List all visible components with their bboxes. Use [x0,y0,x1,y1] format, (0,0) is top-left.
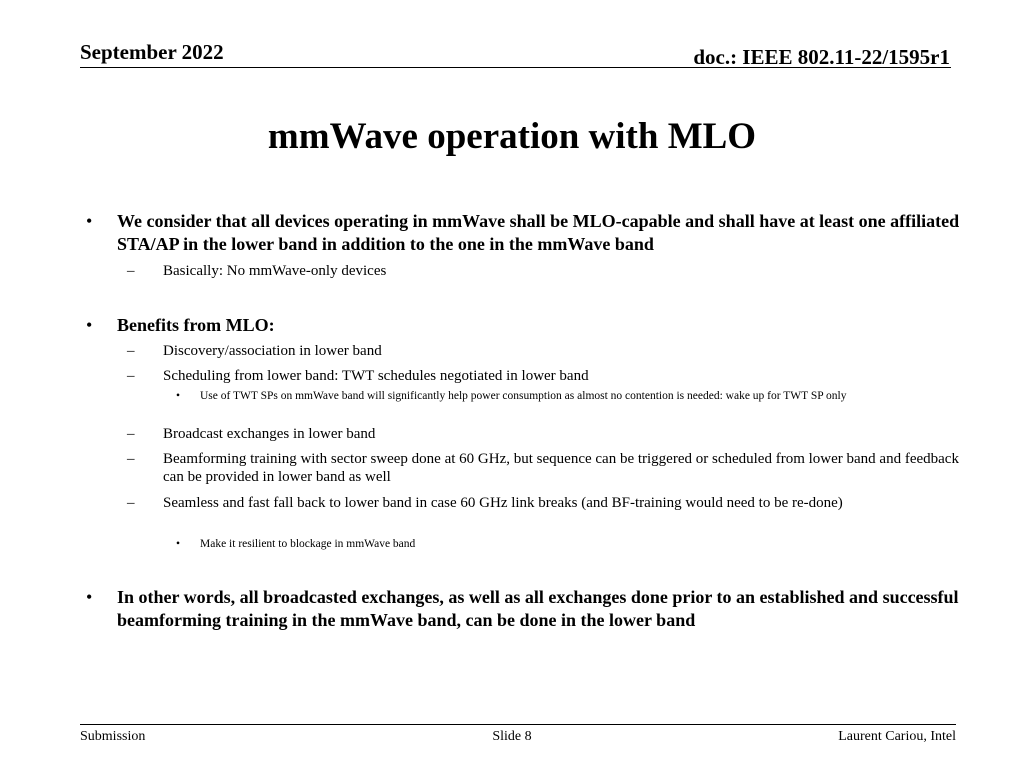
header-doc-id: doc.: IEEE 802.11-22/1595r1 [693,45,950,69]
bullet-marker: • [86,211,93,231]
footer-submission: Submission [80,729,146,744]
sub-bullet-text: Discovery/association in lower band [163,343,382,359]
dash-marker: – [127,343,135,359]
dash-marker: – [127,451,135,467]
bullet-marker: • [86,587,93,607]
header-divider [80,67,951,68]
footer-divider [80,724,956,725]
bullet-marker: • [86,315,93,335]
bullet-text: In other words, all broadcasted exchanges, as well as all exchanges done prior to an established and successful beamforming training in the mmWave band, can be done in the lower band [117,587,959,630]
dot-marker: • [176,390,181,402]
bullet-text: We consider that all devices operating in mmWave shall be MLO-capable and shall have at least one affiliated STA/AP in the lower band in addition to the one in the mmWave band [117,211,960,254]
sub-bullet-text: Scheduling from lower band: TWT schedules negotiated in lower band [163,368,589,384]
dash-marker: – [127,263,135,279]
sub-sub-bullet-text: Make it resilient to blockage in mmWave band [200,538,416,550]
bullet-text: Benefits from MLO: [117,315,275,335]
sub-bullet-text: Basically: No mmWave-only devices [163,263,387,279]
sub-sub-bullet-text: Use of TWT SPs on mmWave band will significantly help power consumption as almost no contention is needed: wake up for TWT SP only [200,390,847,402]
footer-author: Laurent Cariou, Intel [838,729,956,744]
sub-bullet-text: Beamforming training with sector sweep done at 60 GHz, but sequence can be triggered or scheduled from lower band and feedback can be provided in lower band as well [163,451,959,485]
dot-marker: • [176,538,181,550]
dash-marker: – [127,495,135,511]
dash-marker: – [127,426,135,442]
dash-marker: – [127,368,135,384]
sub-bullet-text: Broadcast exchanges in lower band [163,426,376,442]
slide-title: mmWave operation with MLO [267,116,757,157]
sub-bullet-text: Seamless and fast fall back to lower band in case 60 GHz link breaks (and BF-training would need to be re-done) [163,495,843,511]
header-date: September 2022 [80,40,224,64]
footer-slide-number: Slide 8 [492,729,532,744]
